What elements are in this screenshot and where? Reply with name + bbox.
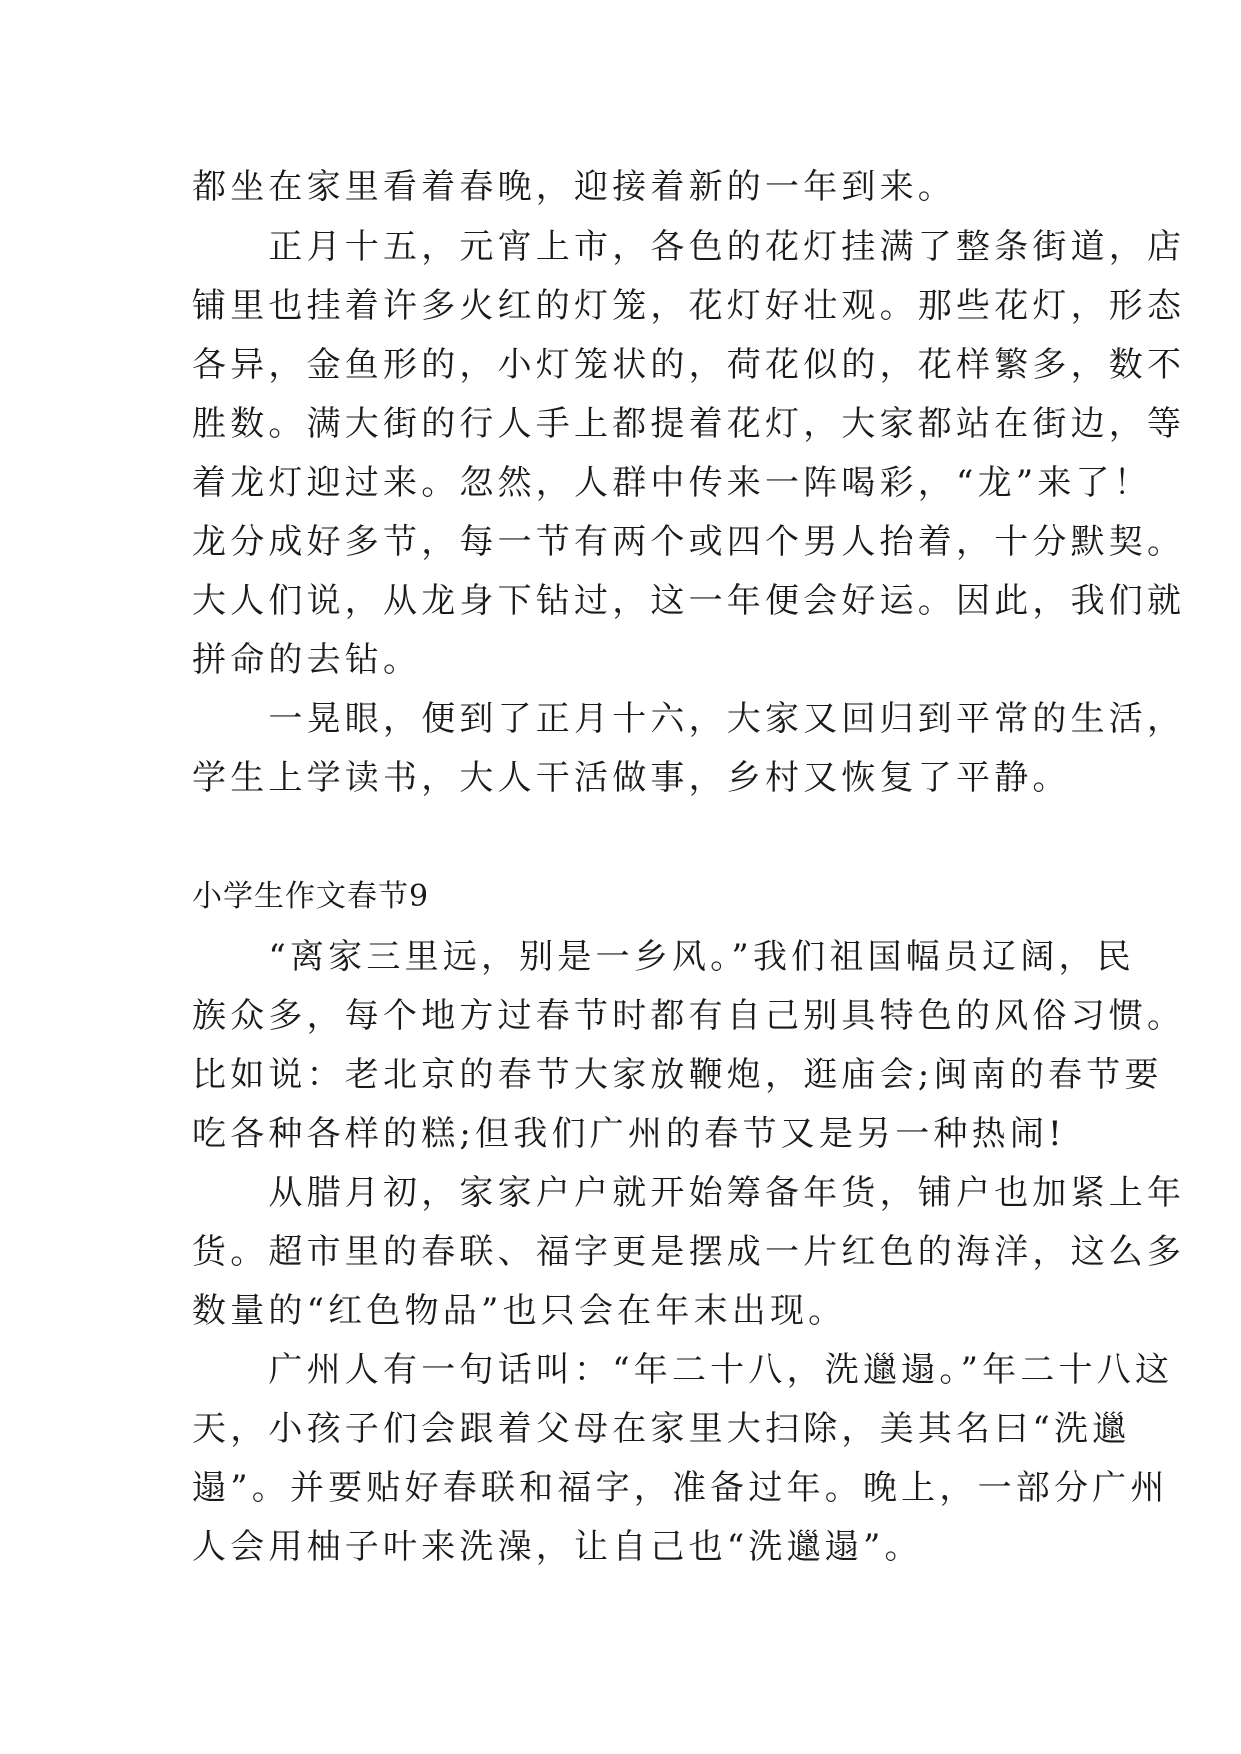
- paragraph-line: 龙分成好多节，每一节有两个或四个男人抬着，十分默契。: [192, 522, 1186, 562]
- paragraph-line: 正月十五，元宵上市，各色的花灯挂满了整条街道，店: [192, 227, 1186, 267]
- paragraph-line: 吃各种各样的糕;但我们广州的春节又是另一种热闹!: [192, 1114, 1066, 1154]
- paragraph-line: 都坐在家里看着春晚，迎接着新的一年到来。: [192, 167, 956, 207]
- paragraph-line: 一晃眼，便到了正月十六，大家又回归到平常的生活，: [192, 699, 1186, 739]
- paragraph-line: 数量的“红色物品”也只会在年末出现。: [192, 1291, 847, 1331]
- paragraph-line: 胜数。满大街的行人手上都提着花灯，大家都站在街边，等: [192, 404, 1186, 444]
- paragraph-line: “离家三里远，别是一乡风。”我们祖国幅员辽阔，民: [192, 937, 1135, 977]
- paragraph-line: 学生上学读书，大人干活做事，乡村又恢复了平静。: [192, 758, 1071, 798]
- paragraph-line: 广州人有一句话叫：“年二十八，洗邋遢。”年二十八这: [192, 1350, 1174, 1390]
- paragraph-line: 各异，金鱼形的，小灯笼状的，荷花似的，花样繁多，数不: [192, 345, 1186, 385]
- paragraph-line: 比如说：老北京的春节大家放鞭炮，逛庙会;闽南的春节要: [192, 1055, 1163, 1095]
- paragraph-line: 铺里也挂着许多火红的灯笼，花灯好壮观。那些花灯，形态: [192, 286, 1186, 326]
- paragraph-line: 货。超市里的春联、福字更是摆成一片红色的海洋，这么多: [192, 1232, 1186, 1272]
- paragraph-line: 着龙灯迎过来。忽然，人群中传来一阵喝彩，“龙”来了！: [192, 463, 1152, 503]
- paragraph-line: 人会用柚子叶来洗澡，让自己也“洗邋遢”。: [192, 1527, 923, 1567]
- paragraph-line: 遢”。并要贴好春联和福字，准备过年。晚上，一部分广州: [192, 1468, 1169, 1508]
- section-title: 小学生作文春节9: [192, 879, 430, 914]
- paragraph-line: 大人们说，从龙身下钻过，这一年便会好运。因此，我们就: [192, 581, 1186, 621]
- paragraph-line: 天，小孩子们会跟着父母在家里大扫除，美其名曰“洗邋: [192, 1409, 1131, 1449]
- paragraph-line: 族众多，每个地方过春节时都有自己别具特色的风俗习惯。: [192, 996, 1186, 1036]
- paragraph-line: 从腊月初，家家户户就开始筹备年货，铺户也加紧上年: [192, 1173, 1186, 1213]
- paragraph-line: 拼命的去钻。: [192, 640, 422, 680]
